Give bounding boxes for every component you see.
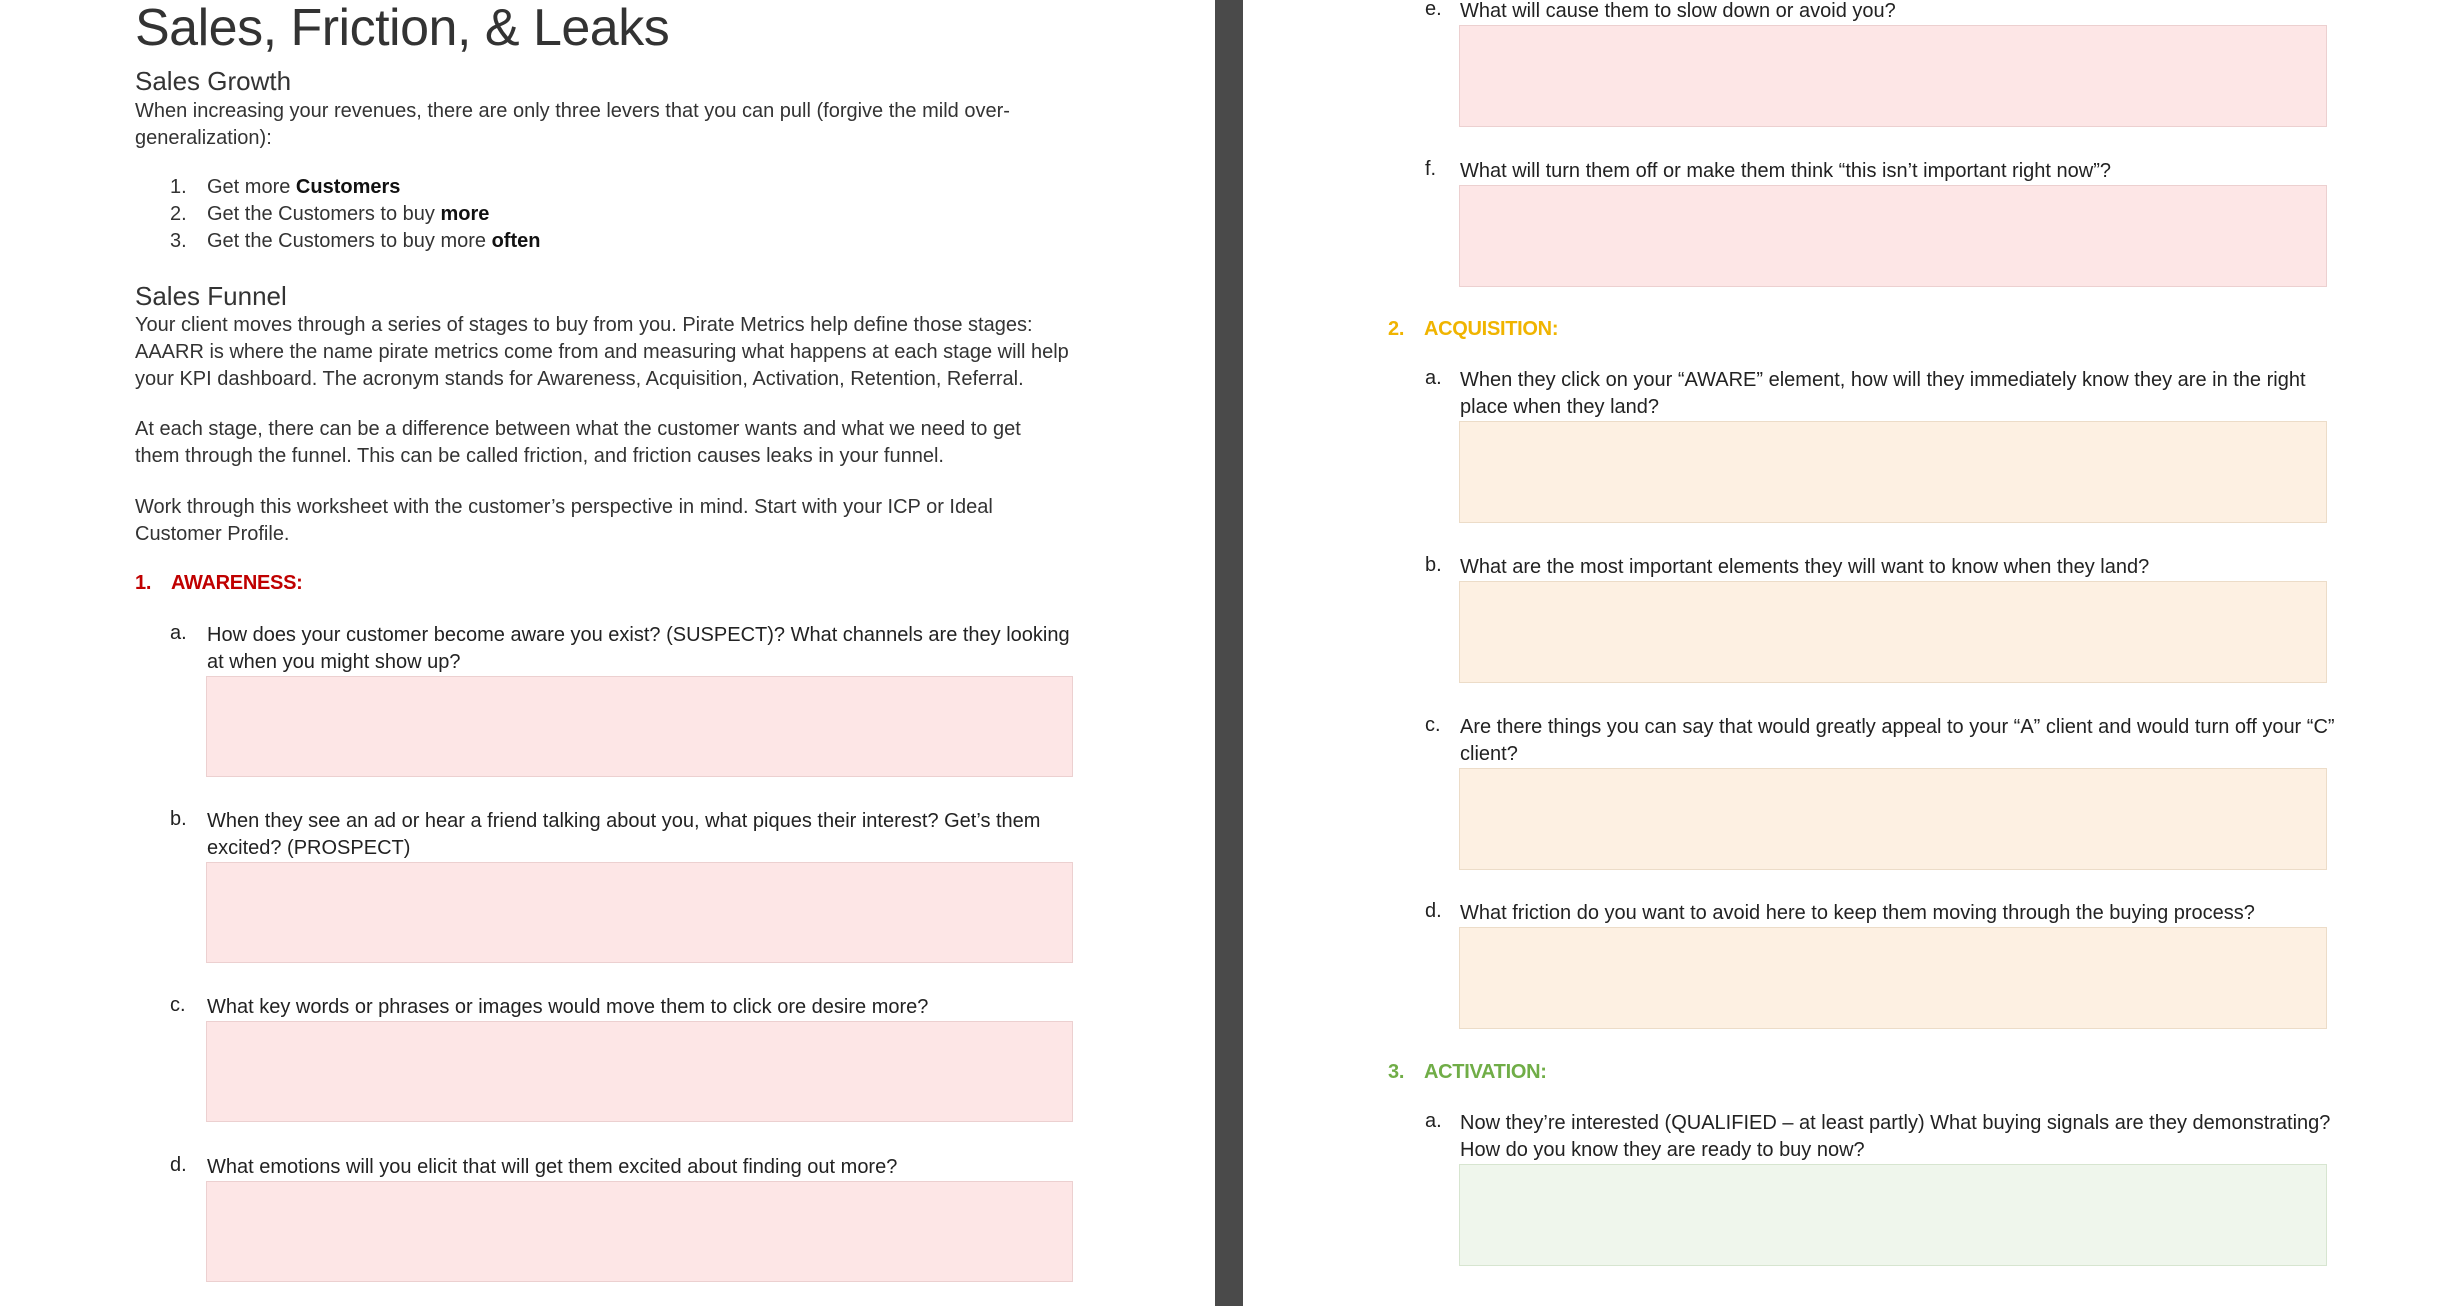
sales-funnel-heading: Sales Funnel [135,281,287,311]
question-letter: b. [170,808,187,830]
lever-number: 2. [170,203,187,225]
lever-number: 1. [170,176,187,198]
document-title: Sales, Friction, & Leaks [135,0,670,57]
answer-field-acquisition-b[interactable] [1459,581,2327,683]
question-text: What friction do you want to avoid here to keep them moving through the buying process? [1460,902,2255,924]
question-text: How does your customer become aware you exist? (SUSPECT)? What channels are they looking at when you might show up? [207,624,1070,673]
section-awareness-heading: 1. AWARENESS: [135,572,303,594]
section-activation-heading: 3. ACTIVATION: [1388,1061,1547,1083]
question-letter: a. [170,622,187,644]
question-text: What will turn them off or make them think “this isn’t important right now”? [1460,160,2111,182]
question-letter: d. [1425,900,1442,922]
answer-field-awareness-c[interactable] [206,1021,1073,1122]
answer-field-awareness-d[interactable] [206,1181,1073,1282]
question-letter: f. [1425,158,1437,180]
question-letter: c. [170,994,186,1016]
document-page-left[interactable] [0,0,1215,1306]
page-gutter [1215,0,1243,1306]
sales-growth-heading: Sales Growth [135,66,292,96]
question-letter: d. [170,1154,187,1176]
answer-field-awareness-b[interactable] [206,862,1073,963]
question-text: What are the most important elements they will want to know when they land? [1460,556,2150,578]
answer-field-activation-a[interactable] [1459,1164,2327,1266]
sales-funnel-paragraph: At each stage, there can be a difference between what the customer wants and what we need to get them through the funnel. This can be called friction, and friction causes leaks in your funnel. [135,418,1021,467]
answer-field-awareness-a[interactable] [206,676,1073,777]
question-letter: e. [1425,0,1442,20]
question-text: Are there things you can say that would greatly appeal to your “A” client and would turn off your “C” client? [1460,716,2335,765]
answer-field-acquisition-d[interactable] [1459,927,2327,1029]
lever-number: 3. [170,230,187,252]
question-text: What will cause them to slow down or avoid you? [1460,0,1896,22]
question-text: When they click on your “AWARE” element, how will they immediately know they are in the right place when they land? [1460,369,2306,418]
answer-field-acquisition-a[interactable] [1459,421,2327,523]
question-text: What key words or phrases or images would move them to click ore desire more? [207,996,929,1018]
question-letter: c. [1425,714,1441,736]
lever-item: Get the Customers to buy more [207,203,490,225]
section-acquisition-heading: 2. ACQUISITION: [1388,318,1559,340]
lever-item: Get the Customers to buy more often [207,230,541,252]
question-text: When they see an ad or hear a friend talking about you, what piques their interest? Get’s them excited? (PROSPECT) [207,810,1041,859]
sales-funnel-paragraph: Work through this worksheet with the customer’s perspective in mind. Start with your ICP or Ideal Customer Profile. [135,496,993,545]
question-letter: a. [1425,1110,1442,1132]
answer-field-awareness-f[interactable] [1459,185,2327,287]
sales-funnel-paragraph: Your client moves through a series of stages to buy from you. Pirate Metrics help define those stages: AAARR is where the name pirate metrics come from and measuring what happens at each stage will help your KPI dashboard. The acronym stands for Awareness, Acquisition, Activation, Retention, Referral. [135,314,1069,390]
document-page-right[interactable] [1243,0,2463,1306]
lever-item: Get more Customers [207,176,401,198]
answer-field-acquisition-c[interactable] [1459,768,2327,870]
sales-growth-intro: When increasing your revenues, there are only three levers that you can pull (forgive the mild over-generalization): [135,100,1010,149]
question-text: Now they’re interested (QUALIFIED – at least partly) What buying signals are they demonstrating? How do you know they are ready to buy now? [1460,1112,2331,1161]
question-text: What emotions will you elicit that will get them excited about finding out more? [207,1156,898,1178]
question-letter: b. [1425,554,1442,576]
question-letter: a. [1425,367,1442,389]
answer-field-awareness-e[interactable] [1459,25,2327,127]
